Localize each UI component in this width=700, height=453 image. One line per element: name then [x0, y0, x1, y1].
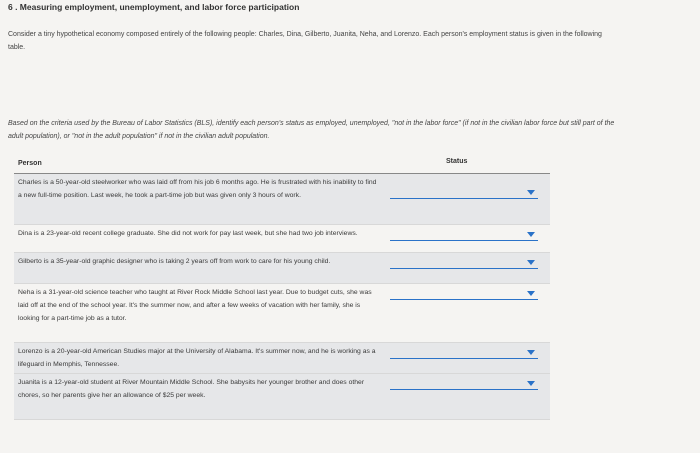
chevron-down-icon: [527, 232, 535, 237]
table-row: [14, 253, 550, 284]
status-dropdown[interactable]: [390, 189, 538, 199]
header-status: Status: [446, 158, 468, 165]
status-table: [14, 157, 550, 420]
person-description: Dina is a 23-year-old recent college graduate. She did not work for pay last week, but she had two job interviews.: [18, 230, 358, 237]
chevron-down-icon: [527, 291, 535, 296]
status-dropdown[interactable]: [390, 231, 538, 241]
table-row: [14, 284, 550, 343]
chevron-down-icon: [527, 381, 535, 386]
table-row: [14, 374, 550, 420]
status-dropdown[interactable]: [390, 349, 538, 359]
question-title: 6 . Measuring employment, unemployment, and labor force participation: [8, 2, 300, 12]
person-description: Charles is a 50-year-old steelworker who was laid off from his job 6 months ago. He is frustrated with his inability to find a new full-time position. Last week, he took a part-time job but was given only 3 hours of work.: [18, 179, 377, 199]
table-row: [14, 174, 550, 225]
status-dropdown[interactable]: [390, 290, 538, 300]
instructions-text: Based on the criteria used by the Bureau of Labor Statistics (BLS), identify each person's status as employed, unemployed, "not in the labor force" (if not in the civilian labor force but still part of the adult population), or "not in the adult population" if not in the civilian adult population.: [8, 120, 615, 140]
header-person: Person: [18, 160, 42, 167]
table-row: [14, 343, 550, 374]
chevron-down-icon: [527, 350, 535, 355]
chevron-down-icon: [527, 260, 535, 265]
person-description: Gilberto is a 35-year-old graphic designer who is taking 2 years off from work to care for his young child.: [18, 258, 331, 265]
table-row: [14, 225, 550, 253]
table-header: [14, 157, 550, 171]
chevron-down-icon: [527, 190, 535, 195]
status-dropdown[interactable]: [390, 259, 538, 269]
person-description: Juanita is a 12-year-old student at River Mountain Middle School. She babysits her younger brother and does other chores, so her parents give her an allowance of $25 per week.: [18, 379, 365, 399]
intro-text: Consider a tiny hypothetical economy composed entirely of the following people: Charles, Dina, Gilberto, Juanita, Neha, and Lorenzo. Each person's employment status is given in the following table.: [8, 31, 602, 51]
person-description: Lorenzo is a 20-year-old American Studies major at the University of Alabama. It's summer now, and he is working as a lifeguard in Memphis, Tennessee.: [18, 348, 376, 368]
status-dropdown[interactable]: [390, 380, 538, 390]
person-description: Neha is a 31-year-old science teacher who taught at River Rock Middle School last year. Due to budget cuts, she was laid off at the end of the school year. It's the summer now, and after a few weeks of vacation with her family, she is looking for a part-time job as a tutor.: [18, 289, 372, 322]
